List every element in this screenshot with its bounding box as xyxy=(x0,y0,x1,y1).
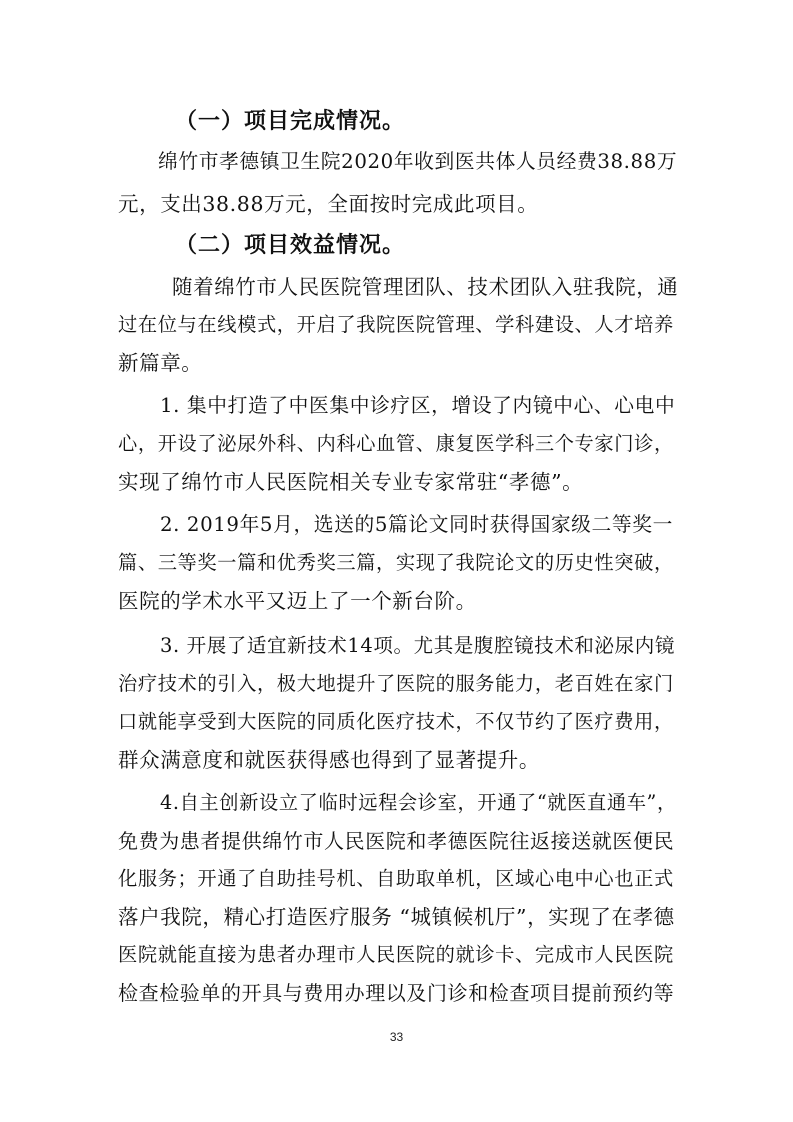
list-item-line: 篇、三等奖一篇和优秀奖三篇，实现了我院论文的历史性突破， xyxy=(118,551,674,574)
list-item-line: 化服务；开通了自助挂号机、自助取单机，区域心电中心也正式 xyxy=(118,867,674,890)
paragraph-line: 过在位与在线模式，开启了我院医院管理、学科建设、人才培养 xyxy=(118,313,674,336)
list-item-line: 医院的学术水平又迈上了一个新台阶。 xyxy=(118,589,477,613)
list-item-line: 2. 2019年5月，选送的5篇论文同时获得国家级二等奖一 xyxy=(160,513,673,536)
list-item-line: 落户我院，精心打造医疗服务 “城镇候机厅”，实现了在孝德 xyxy=(118,905,675,929)
list-item-line: 治疗技术的引入，极大地提升了医院的服务能力，老百姓在家门 xyxy=(118,672,674,695)
list-item-line: 群众满意度和就医获得感也得到了显著提升。 xyxy=(118,748,540,772)
list-item-line: 心，开设了泌尿外科、内科心血管、康复医学科三个专家门诊， xyxy=(118,432,674,455)
list-item-line: 医院就能直接为患者办理市人民医院的就诊卡、完成市人民医院 xyxy=(118,943,674,966)
paragraph-line: 元，支出38.88万元，全面按时完成此项目。 xyxy=(118,192,539,216)
list-item-line: 检查检验单的开具与费用办理以及门诊和检查项目提前预约等 xyxy=(118,981,675,1005)
paragraph-line: 随着绵竹市人民医院管理团队、技术团队入驻我院，通 xyxy=(172,275,679,299)
section-heading-project-completion: （一）项目完成情况。 xyxy=(175,109,406,134)
list-item-line: 1. 集中打造了中医集中诊疗区，增设了内镜中心、心电中 xyxy=(160,394,676,417)
list-item-line: 免费为患者提供绵竹市人民医院和孝德医院往返接送就医便民 xyxy=(118,829,675,853)
list-item-line: 实现了绵竹市人民医院相关专业专家常驻“孝德”。 xyxy=(118,470,584,494)
section-heading-project-benefits: （二）项目效益情况。 xyxy=(175,233,406,258)
list-item-line: 口就能享受到大医院的同质化医疗技术，不仅节约了医疗费用， xyxy=(118,710,674,733)
page-number: 33 xyxy=(389,1030,404,1044)
paragraph-line: 新篇章。 xyxy=(118,351,203,375)
paragraph-line: 绵竹市孝德镇卫生院2020年收到医共体人员经费38.88万 xyxy=(158,150,678,173)
list-item-line: 4.自主创新设立了临时远程会诊室，开通了“就医直通车”， xyxy=(160,791,677,814)
list-item-line: 3. 开展了适宜新技术14项。尤其是腹腔镜技术和泌尿内镜 xyxy=(160,634,675,657)
